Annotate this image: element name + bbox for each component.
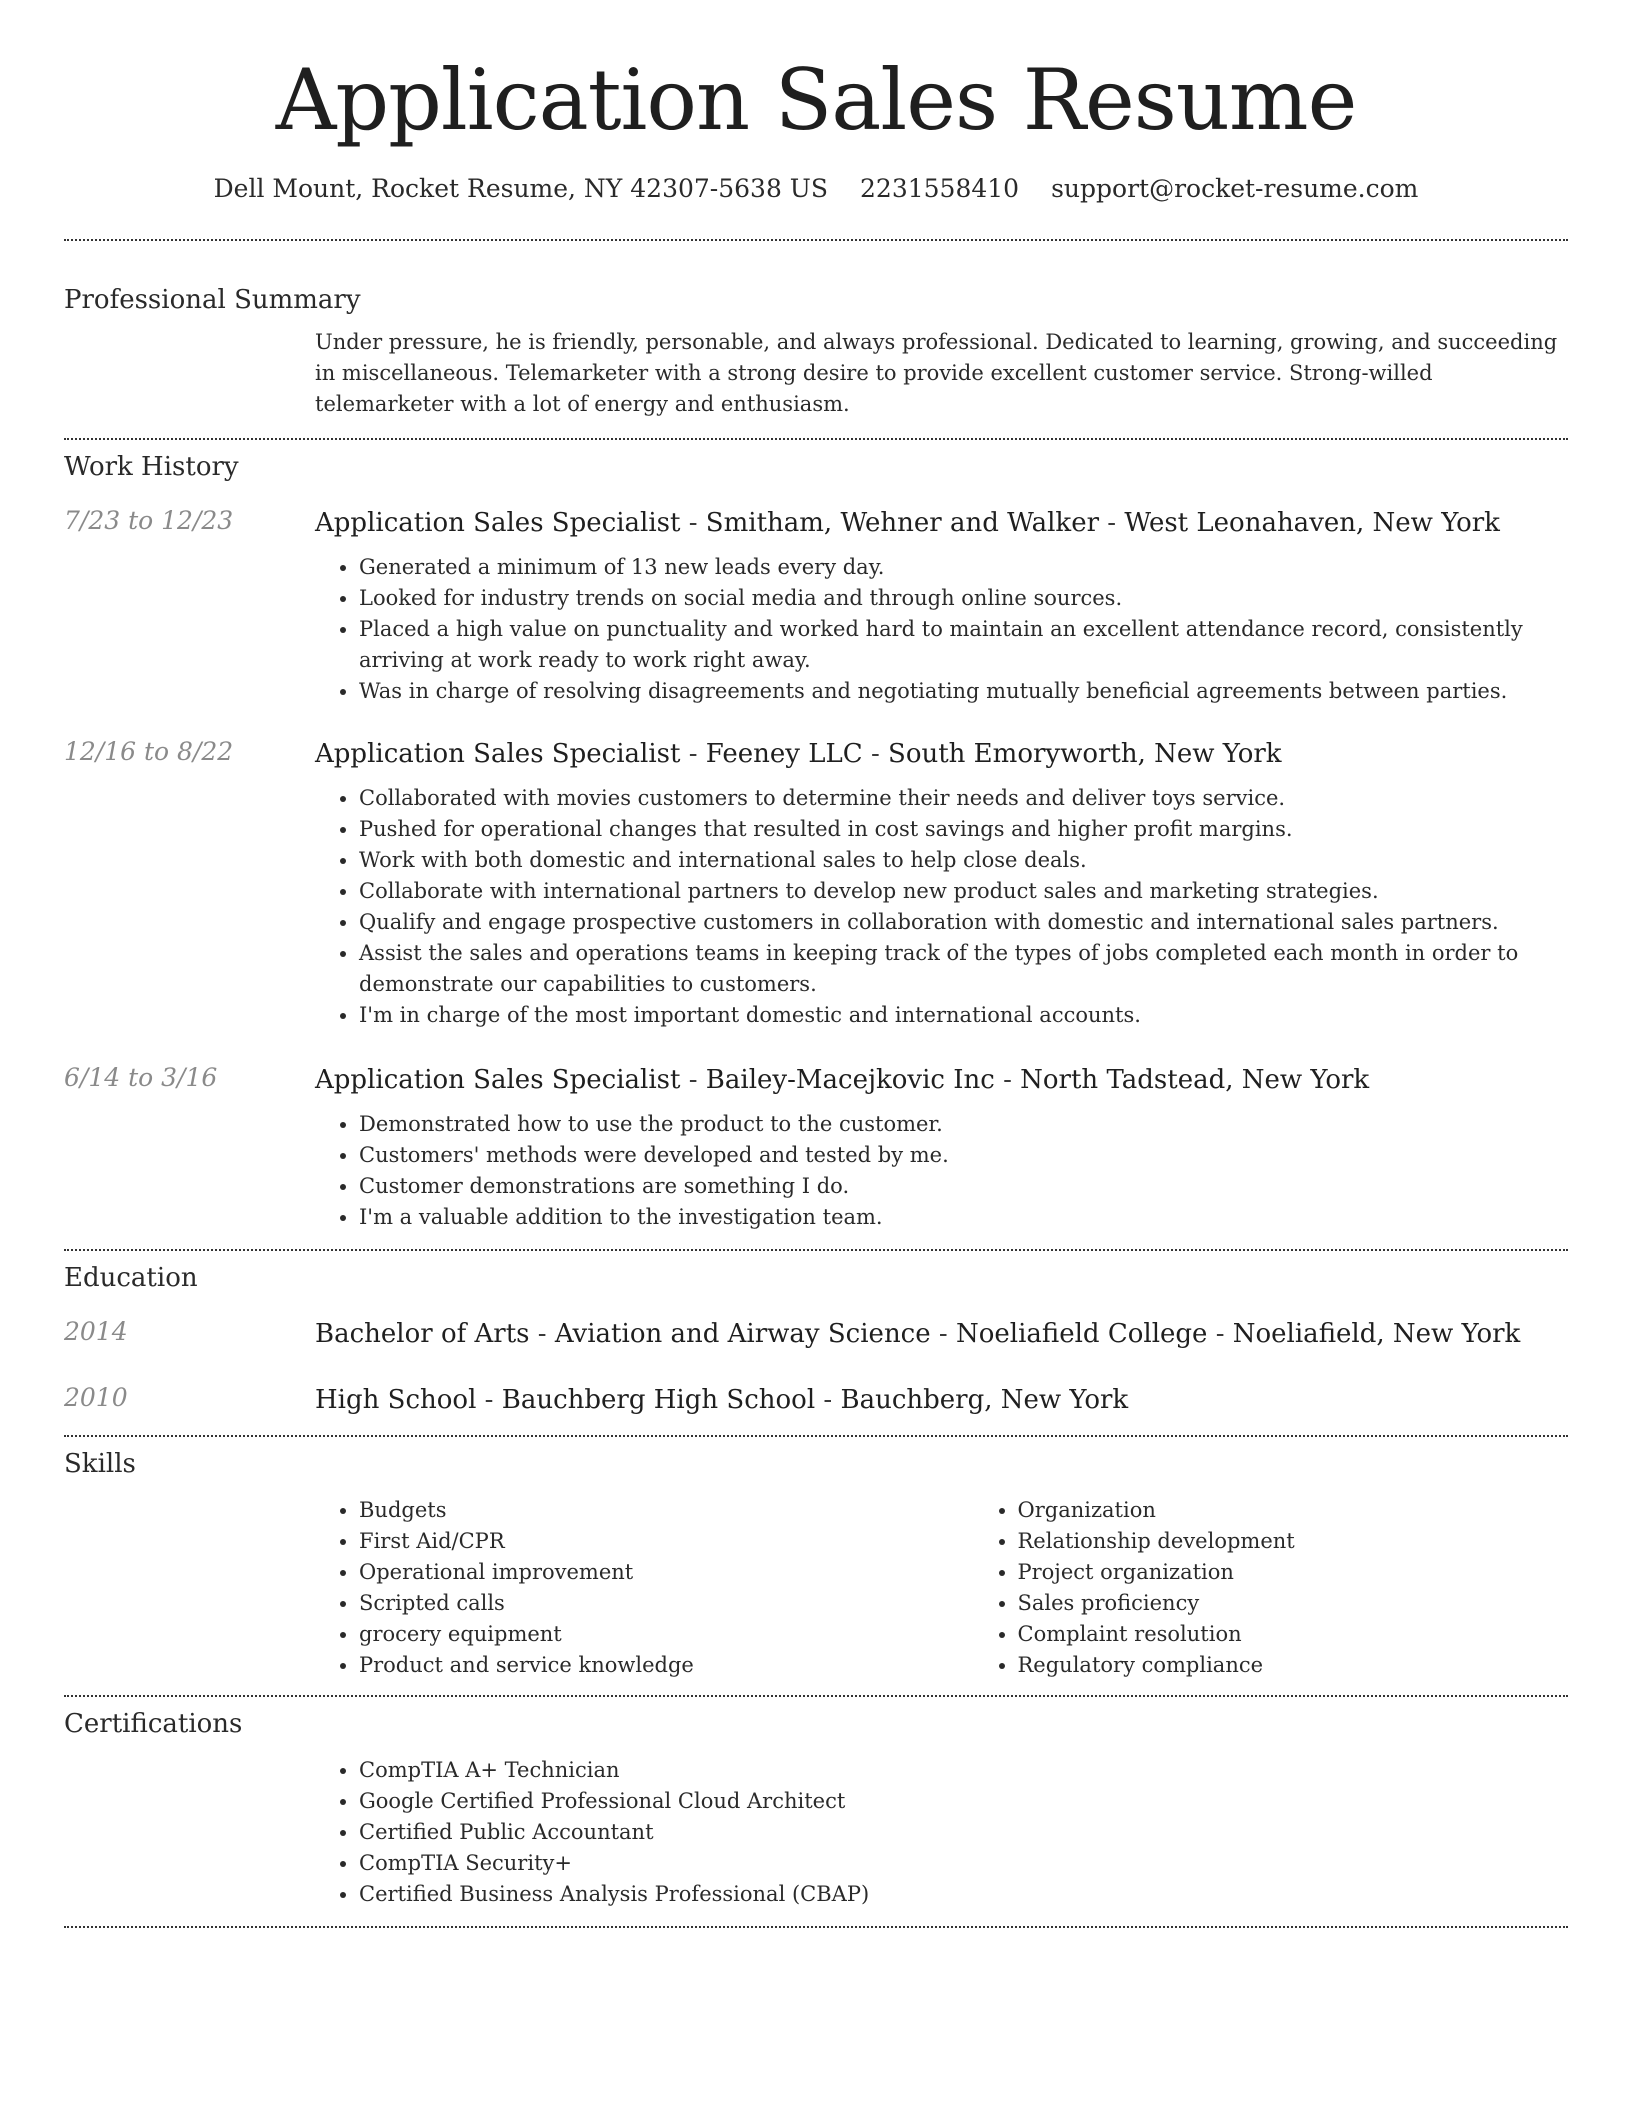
education-year: 2010 <box>64 1383 128 1412</box>
education-location: Noeliafield, New York <box>1232 1319 1521 1349</box>
section-divider <box>64 438 1568 440</box>
job-bullets <box>315 1109 1568 1233</box>
education-heading <box>315 1317 1568 1351</box>
list-item: • Customer demonstrations are something I do. <box>359 1171 1568 1202</box>
skill-item: • Product and service knowledge <box>359 1650 974 1681</box>
skill-item: • Project organization <box>1018 1557 1632 1588</box>
list-item: • Assist the sales and operations teams in keeping track of the types of jobs completed each month in order to demonstrate our capabilities to customers. <box>359 938 1568 1000</box>
education-title: Education <box>64 1263 198 1293</box>
list-item: • I'm a valuable addition to the investigation team. <box>359 1202 1568 1233</box>
job-heading <box>315 506 1568 540</box>
job-location: South Emoryworth, New York <box>888 739 1282 769</box>
list-item: • Generated a minimum of 13 new leads every day. <box>359 552 1568 583</box>
skills-list-right <box>974 1495 1632 1681</box>
list-item: • Customers' methods were developed and tested by me. <box>359 1140 1568 1171</box>
skill-item: • First Aid/CPR <box>359 1526 974 1557</box>
education-location: Bauchberg, New York <box>840 1385 1129 1415</box>
job-entry <box>0 1063 1632 1233</box>
separator: - <box>815 1385 841 1415</box>
skill-item: • Complaint resolution <box>1018 1619 1632 1650</box>
separator: - <box>862 739 889 769</box>
education-school: Noeliafield College <box>955 1319 1208 1349</box>
certifications-list <box>315 1755 1568 1910</box>
job-company: Feeney LLC <box>705 739 863 769</box>
skills-grid <box>315 1495 1632 1681</box>
certification-item: • Certified Public Accountant <box>359 1817 1568 1848</box>
list-item: • Placed a high value on punctuality and worked hard to maintain an excellent attendance record, consistently arriving at work ready to work right away. <box>359 614 1568 676</box>
job-entry <box>0 506 1632 707</box>
job-dates: 12/16 to 8/22 <box>64 737 234 766</box>
job-heading <box>315 737 1568 771</box>
job-role: Application Sales Specialist <box>315 508 681 538</box>
education-field: Aviation and Airway Science <box>554 1319 931 1349</box>
contact-phone: 2231558410 <box>860 174 1020 203</box>
list-item: • Collaborated with movies customers to determine their needs and deliver toys service. <box>359 783 1568 814</box>
job-company: Bailey-Macejkovic Inc <box>705 1065 995 1095</box>
job-location: West Leonahaven, New York <box>1124 508 1500 538</box>
job-bullets <box>315 783 1568 1031</box>
skill-item: • grocery equipment <box>359 1619 974 1650</box>
education-degree: High School <box>315 1385 477 1415</box>
job-bullets <box>315 552 1568 707</box>
contact-address: Dell Mount, Rocket Resume, NY 42307-5638 US <box>213 174 829 203</box>
skill-item: • Budgets <box>359 1495 974 1526</box>
contact-email: support@rocket-resume.com <box>1051 174 1419 203</box>
education-year: 2014 <box>64 1317 128 1346</box>
job-dates: 7/23 to 12/23 <box>64 506 234 535</box>
job-entry <box>0 737 1632 1031</box>
skills-title: Skills <box>64 1449 136 1479</box>
certification-item: • CompTIA Security+ <box>359 1848 1568 1879</box>
list-item: • Collaborate with international partners to develop new product sales and marketing strategies. <box>359 876 1568 907</box>
separator: - <box>930 1319 956 1349</box>
summary-text: Under pressure, he is friendly, personable, and always professional. Dedicated to learning, growing, and succeeding in miscellaneous. Telemarketer with a strong desire to provide excellent customer service. Strong-willed telemarketer with a lot of energy and enthusiasm. <box>315 330 1558 416</box>
education-school: Bauchberg High School <box>501 1385 816 1415</box>
separator: - <box>476 1385 502 1415</box>
section-divider <box>64 1695 1568 1697</box>
separator: - <box>680 1065 706 1095</box>
list-item: • Work with both domestic and international sales to help close deals. <box>359 845 1568 876</box>
separator: - <box>680 508 706 538</box>
list-item: • Was in charge of resolving disagreements and negotiating mutually beneficial agreements between parties. <box>359 676 1568 707</box>
education-entry <box>0 1317 1632 1351</box>
job-dates: 6/14 to 3/16 <box>64 1063 218 1092</box>
separator: - <box>1207 1319 1233 1349</box>
job-role: Application Sales Specialist <box>315 1065 681 1095</box>
section-divider <box>64 1249 1568 1251</box>
skills-list-left <box>315 1495 974 1681</box>
section-divider <box>64 1435 1568 1437</box>
education-degree: Bachelor of Arts <box>315 1319 530 1349</box>
summary-title: Professional Summary <box>64 285 361 315</box>
education-heading <box>315 1383 1568 1417</box>
skill-item: • Organization <box>1018 1495 1632 1526</box>
skill-item: • Sales proficiency <box>1018 1588 1632 1619</box>
skill-item: • Scripted calls <box>359 1588 974 1619</box>
list-item: • Pushed for operational changes that resulted in cost savings and higher profit margins. <box>359 814 1568 845</box>
certification-item: • Certified Business Analysis Professional (CBAP) <box>359 1879 1568 1910</box>
job-company: Smitham, Wehner and Walker <box>705 508 1100 538</box>
certification-item: • CompTIA A+ Technician <box>359 1755 1568 1786</box>
separator: - <box>1099 508 1125 538</box>
skill-item: • Operational improvement <box>359 1557 974 1588</box>
skill-item: • Relationship development <box>1018 1526 1632 1557</box>
list-item: • Looked for industry trends on social media and through online sources. <box>359 583 1568 614</box>
separator: - <box>994 1065 1021 1095</box>
list-item: • Demonstrated how to use the product to the customer. <box>359 1109 1568 1140</box>
separator: - <box>529 1319 555 1349</box>
skill-item: • Regulatory compliance <box>1018 1650 1632 1681</box>
section-divider <box>64 1926 1568 1928</box>
separator: - <box>680 739 706 769</box>
job-role: Application Sales Specialist <box>315 739 681 769</box>
list-item: • I'm in charge of the most important domestic and international accounts. <box>359 1000 1568 1031</box>
contact-line <box>0 174 1632 203</box>
work-history-title: Work History <box>64 452 239 482</box>
section-divider <box>64 239 1568 241</box>
certification-item: • Google Certified Professional Cloud Architect <box>359 1786 1568 1817</box>
certifications-title: Certifications <box>64 1709 243 1739</box>
education-entry <box>0 1383 1632 1417</box>
resume-title: Application Sales Resume <box>275 51 1357 149</box>
job-location: North Tadstead, New York <box>1020 1065 1370 1095</box>
list-item: • Qualify and engage prospective customers in collaboration with domestic and international sales partners. <box>359 907 1568 938</box>
job-heading <box>315 1063 1568 1097</box>
